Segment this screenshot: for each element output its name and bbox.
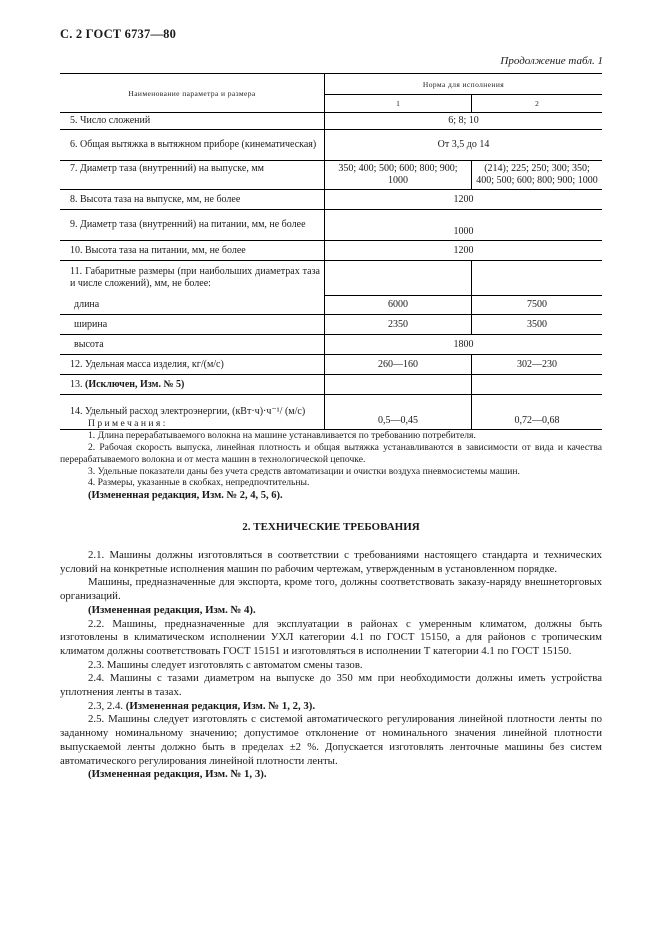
table-row: 12. Удельная масса изделия, кг/(м/с) 260—160 302—230 bbox=[60, 355, 602, 375]
note-item: 4. Размеры, указанные в скобках, непредпочтительны. bbox=[88, 477, 310, 489]
table-row: ширина 2350 3500 bbox=[60, 315, 602, 335]
page-header: С. 2 ГОСТ 6737—80 bbox=[60, 27, 177, 41]
paragraph: 2.3. Машины следует изготовлять с автоматом смены тазов. bbox=[88, 658, 363, 671]
revision-note: (Измененная редакция, Изм. № 4). bbox=[88, 603, 256, 616]
section-body bbox=[60, 549, 602, 782]
table-row: 11. Габаритные размеры (при наибольших диаметрах таза и числе сложений), мм, не более: bbox=[60, 261, 602, 296]
paragraph: 2.1. Машины должны изготовляться в соответствии с требованиями настоящего стандарта и технических условий на конкретные исполнения машин по рабочим чертежам, утвержденным в установленном порядке. bbox=[60, 549, 602, 575]
table-row: длина 6000 7500 bbox=[60, 295, 602, 315]
table-notes bbox=[60, 418, 602, 489]
table-row: высота 1800 bbox=[60, 335, 602, 355]
paragraph: Машины, предназначенные для экспорта, кроме того, должны соответствовать заказу-наряду внешнеторговых организаций. bbox=[60, 576, 602, 603]
table-row: 6. Общая вытяжка в вытяжном приборе (кинематическая) От 3,5 до 14 bbox=[60, 130, 602, 161]
table-continuation-label: Продолжение табл. 1 bbox=[500, 55, 603, 67]
table-row: 5. Число сложений 6; 8; 10 bbox=[60, 113, 602, 130]
note-item: 1. Длина перерабатываемого волокна на машине устанавливается по требованию потребителя. bbox=[88, 429, 476, 441]
note-item: 2. Рабочая скорость выпуска, линейная плотность и общая вытяжка устанавливаются в зависимости от вида и качества перерабатываемого волокна и от места машин в технологической цепочке. bbox=[60, 441, 602, 465]
notes-title: Примечания: bbox=[88, 418, 168, 429]
section-title: 2. ТЕХНИЧЕСКИЕ ТРЕБОВАНИЯ bbox=[242, 521, 420, 533]
note-item: 3. Удельные показатели даны без учета средств автоматизации и очистки воздуха пневмосистемы машин. bbox=[88, 465, 520, 477]
revision-note: (Измененная редакция, Изм. № 2, 4, 5, 6). bbox=[88, 490, 283, 501]
table-row: 9. Диаметр таза (внутренний) на питании, мм, не более 1000 bbox=[60, 210, 602, 241]
header-parameter: Наименование параметра и размера bbox=[60, 74, 325, 113]
paragraph: 2.4. Машины с тазами диаметром на выпуске до 350 мм при необходимости должны иметь устройства уплотнения ленты в тазах. bbox=[60, 672, 602, 699]
header-col-1: 1 bbox=[325, 95, 472, 113]
table-row: 8. Высота таза на выпуске, мм, не более 1200 bbox=[60, 190, 602, 210]
paragraph: 2.5. Машины следует изготовлять с системой автоматического регулирования линейной плотности ленты по заданному номинальному значению; допустимое отклонение от номинального значения линейной плотности выпускаемой ленты должно быть в пределах ±2 %. Допускается изготовлять ленточные машины без систем автоматического регулирования линейной плотности ленты. bbox=[60, 713, 602, 767]
header-col-2: 2 bbox=[535, 99, 539, 108]
header-norm: Норма для исполнения bbox=[325, 74, 603, 95]
table-header-row bbox=[60, 74, 602, 95]
table-row: 10. Высота таза на питании, мм, не более 1200 bbox=[60, 241, 602, 261]
revision-note: (Измененная редакция, Изм. № 1, 3). bbox=[88, 768, 267, 781]
paragraph: 2.2. Машины, предназначенные для эксплуатации в районах с умеренным климатом, должны быть изготовлены в климатическом исполнении УХЛ категории 4.1 по ГОСТ 15150, а для районов с тропическим климатом должны соответствовать ГОСТ 15151 и изготовляться в исполнении Т категории 4.1 по ГОСТ 15150. bbox=[60, 617, 602, 657]
table-row: 13. (Исключен, Изм. № 5) bbox=[60, 375, 602, 395]
paragraph: 2.3, 2.4. (Измененная редакция, Изм. № 1, 2, 3). bbox=[88, 699, 316, 712]
table-row: 7. Диаметр таза (внутренний) на выпуске, мм 350; 400; 500; 600; 800; 900; 1000 (214); 225; 250; 300; 350; 400; 500; 600; 800; 900; 1000 bbox=[60, 161, 602, 190]
table-row: 14. Удельный расход электроэнергии, (кВт·ч)·ч⁻¹/ (м/с) 0,5—0,45 0,72—0,68 bbox=[60, 395, 602, 430]
parameters-table bbox=[60, 73, 602, 430]
